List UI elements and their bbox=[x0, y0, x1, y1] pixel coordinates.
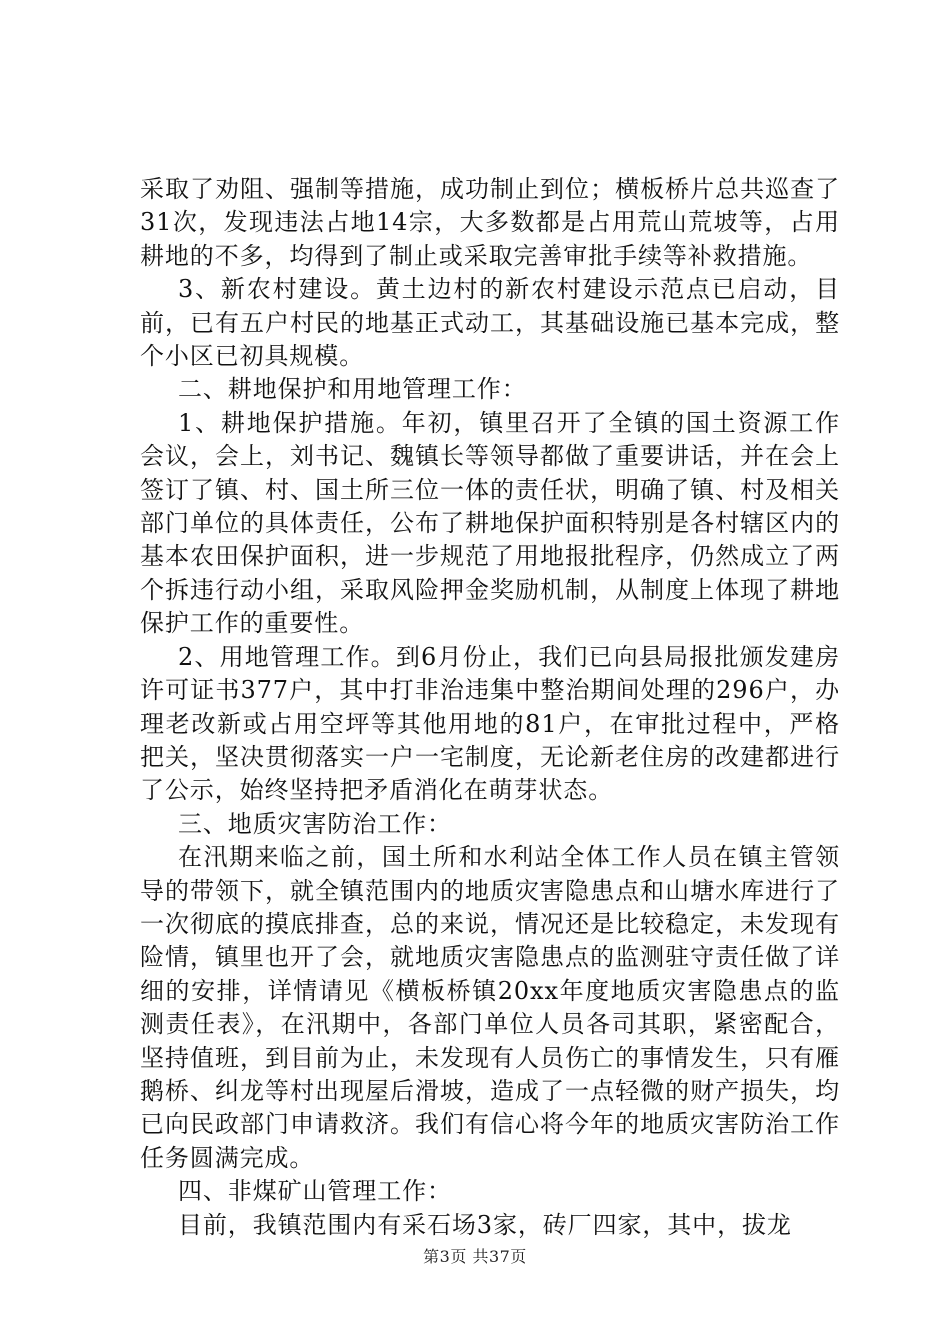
section-heading-land-protection: 二、耕地保护和用地管理工作： bbox=[178, 375, 527, 404]
section-heading-non-coal-mines: 四、非煤矿山管理工作： bbox=[178, 1177, 452, 1206]
paragraph-flood-season: 在汛期来临之前，国土所和水利站全体工作人员在镇主管领导的带领下，就全镇范围内的地质灾害隐患点和山塘水库进行了一次彻底的摸底排查，总的来说，情况还是比较稳定，未发现有险情，镇里也开了会，就地质灾害隐患点的监测驻守责任做了详细的安排，详情请见《横板桥镇20xx年度地质灾害隐患点的监测责任表》，在汛期中，各部门单位人员各司其职，紧密配合，坚持值班，到目前为止，未发现有人员伤亡的事情发生，只有雁鹅桥、纠龙等村出现屋后滑坡，造成了一点轻微的财产损失，均已向民政部门申请救济。我们有信心将今年的地质灾害防治工作任务圆满完成。 bbox=[140, 843, 840, 1172]
paragraph-farmland-measures: 1、耕地保护措施。年初，镇里召开了全镇的国土资源工作会议，会上，刘书记、魏镇长等领导都做了重要讲话，并在会上签订了镇、村、国土所三位一体的责任状，明确了镇、村及相关部门单位的具体责任，公布了耕地保护面积特别是各村辖区内的基本农田保护面积，进一步规范了用地报批程序，仍然成立了两个拆违行动小组，采取风险押金奖励机制，从制度上体现了耕地保护工作的重要性。 bbox=[140, 408, 840, 638]
page-number-footer: 第3页 共37页 bbox=[423, 1247, 527, 1266]
section-heading-geological-disaster: 三、地质灾害防治工作： bbox=[178, 809, 452, 838]
paragraph-continuation: 采取了劝阻、强制等措施，成功制止到位；横板桥片总共巡查了31次，发现违法占地14宗，大多数都是占用荒山荒坡等，占用耕地的不多，均得到了制止或采取完善审批手续等补救措施。 bbox=[140, 175, 840, 270]
paragraph-new-village: 3、新农村建设。黄土边村的新农村建设示范点已启动，目前，已有五户村民的地基正式动工，其基础设施已基本完成，整个小区已初具规模。 bbox=[140, 275, 840, 371]
paragraph-land-use-management: 2、用地管理工作。到6月份止，我们已向县局报批颁发建房许可证书377户，其中打非治违集中整治期间处理的296户，办理老改新或占用空坪等其他用地的81户，在审批过程中，严格把关，坚决贯彻落实一户一宅制度，无论新老住房的改建都进行了公示，始终坚持把矛盾消化在萌芽状态。 bbox=[140, 642, 840, 805]
paragraph-quarries: 目前，我镇范围内有采石场3家，砖厂四家，其中，拔龙 bbox=[178, 1210, 792, 1239]
document-body bbox=[140, 173, 840, 1242]
